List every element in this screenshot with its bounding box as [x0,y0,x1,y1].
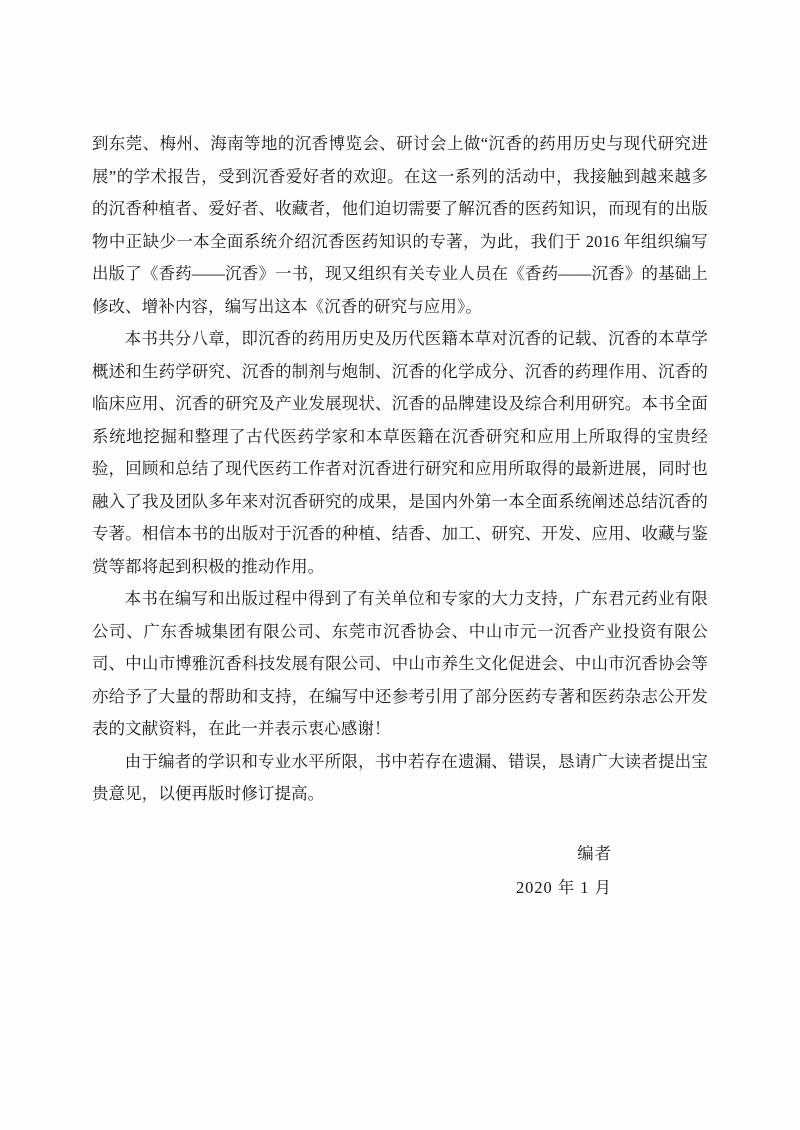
page-body [92,128,708,905]
signature-block [92,837,708,905]
paragraph-2: 本书共分八章，即沉香的药用历史及历代医籍本草对沉香的记载、沉香的本草学概述和生药学研究、沉香的制剂与炮制、沉香的化学成分、沉香的药理作用、沉香的临床应用、沉香的研究及产业发展现状、沉香的品牌建设及综合利用研究。本书全面系统地挖掘和整理了古代医药学家和本草医籍在沉香研究和应用上所取得的宝贵经验，回顾和总结了现代医药工作者对沉香进行研究和应用所取得的最新进展，同时也融入了我及团队多年来对沉香研究的成果，是国内外第一本全面系统阐述总结沉香的专著。相信本书的出版对于沉香的种植、结香、加工、研究、开发、应用、收藏与鉴赏等都将起到积极的推动作用。 [92,329,708,576]
paragraph-3: 本书在编写和出版过程中得到了有关单位和专家的大力支持，广东君元药业有限公司、广东香城集团有限公司、东莞市沉香协会、中山市元一沉香产业投资有限公司、中山市博雅沉香科技发展有限公司、中山市养生文化促进会、中山市沉香协会等亦给予了大量的帮助和支持，在编写中还参考引用了部分医药专著和医药杂志公开发表的文献资料，在此一并表示衷心感谢！ [92,589,708,738]
paragraph-1: 到东莞、梅州、海南等地的沉香博览会、研讨会上做“沉香的药用历史与现代研究进展”的学术报告，受到沉香爱好者的欢迎。在这一系列的活动中，我接触到越来越多的沉香种植者、爱好者、收藏者，他们迫切需要了解沉香的医药知识，而现有的出版物中正缺少一本全面系统介绍沉香医药知识的专著，为此，我们于 2016 年组织编写出版了《香药——沉香》一书，现又组织有关专业人员在《香药——沉香》的基础上修改、增补内容，编写出这本《沉香的研究与应用》。 [92,134,708,316]
paragraph-4: 由于编者的学识和专业水平所限，书中若存在遗漏、错误，恳请广大读者提出宝贵意见，以便再版时修订提高。 [92,751,708,803]
signature-author: 编者 [577,843,612,863]
signature-date: 2020 年 1 月 [515,877,612,897]
